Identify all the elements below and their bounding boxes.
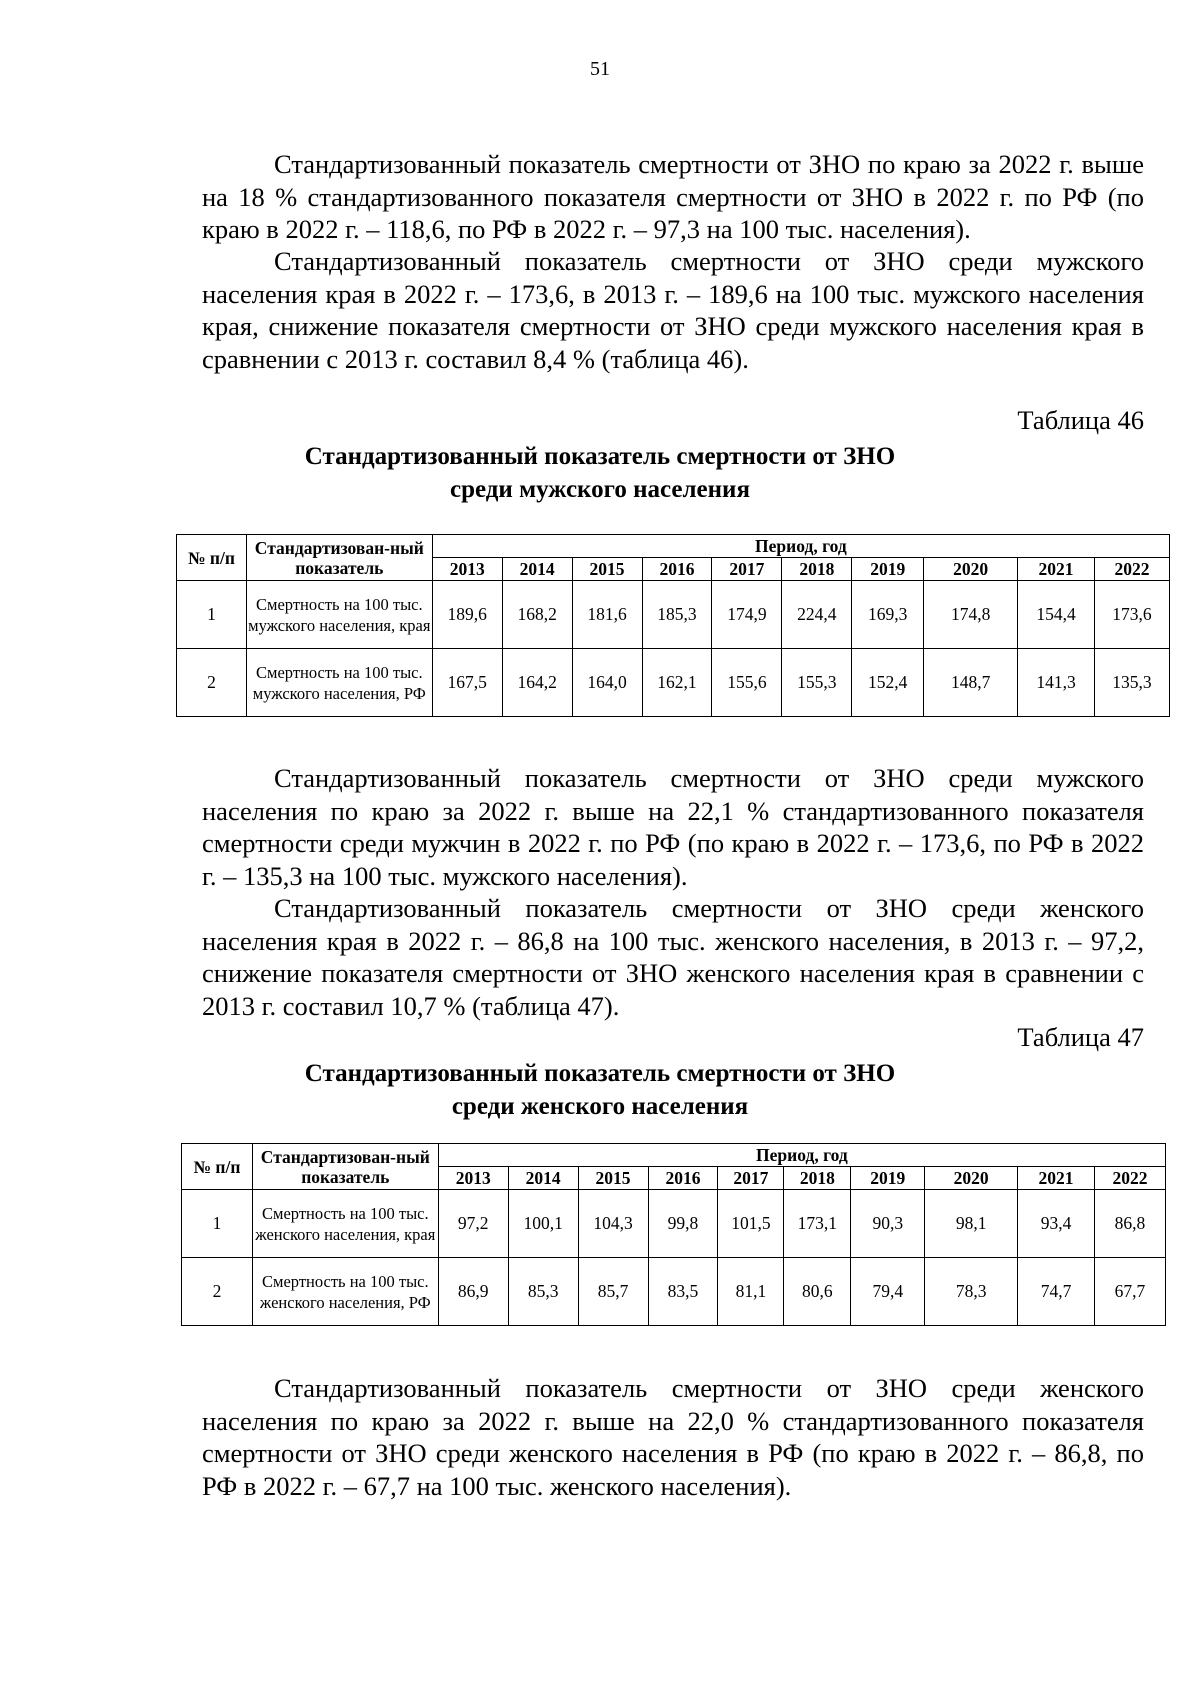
cell-value: 81,1 (718, 1258, 784, 1326)
cell-value: 85,3 (508, 1258, 578, 1326)
cell-value: 100,1 (508, 1190, 578, 1258)
header-year: 2022 (1094, 558, 1169, 581)
row-label: Смертность на 100 тыс. женского населения, РФ (252, 1258, 438, 1326)
cell-value: 97,2 (438, 1190, 508, 1258)
table-row (177, 649, 1170, 717)
header-year: 2014 (508, 1167, 578, 1190)
header-year: 2019 (852, 558, 924, 581)
row-label: Смертность на 100 тыс. мужского населения, РФ (246, 649, 432, 717)
header-indicator: Стандартизован-ный показатель (246, 535, 432, 581)
cell-value: 104,3 (578, 1190, 648, 1258)
page-number: 51 (590, 58, 610, 80)
header-year: 2013 (432, 558, 502, 581)
row-label: Смертность на 100 тыс. мужского населения, края (246, 581, 432, 649)
cell-value: 86,8 (1094, 1190, 1165, 1258)
cell-value: 169,3 (852, 581, 924, 649)
cell-value: 173,1 (784, 1190, 851, 1258)
cell-value: 155,6 (712, 649, 782, 717)
table-46-caption: Таблица 46 (1017, 405, 1144, 435)
table-46-title-line-2: среди мужского населения (450, 476, 750, 503)
header-year: 2015 (578, 1167, 648, 1190)
paragraph-2: Стандартизованный показатель смертности от ЗНО среди мужского населения края в 2022 г. – 173,6, в 2013 г. – 189,6 на 100 тыс. мужского населения края, снижение показателя смертности от ЗНО среди мужского населения края в сравнении с 2013 г. составил 8,4 % (таблица 46). (202, 246, 1144, 374)
cell-value: 155,3 (782, 649, 852, 717)
cell-value: 224,4 (782, 581, 852, 649)
header-year: 2016 (648, 1167, 718, 1190)
cell-value: 167,5 (432, 649, 502, 717)
cell-value: 164,2 (502, 649, 572, 717)
header-year: 2021 (1018, 558, 1095, 581)
cell-value: 162,1 (642, 649, 712, 717)
cell-value: 152,4 (852, 649, 924, 717)
row-num: 2 (182, 1258, 253, 1326)
cell-value: 98,1 (925, 1190, 1018, 1258)
table-47-title-line-1: Стандартизованный показатель смертности от ЗНО (304, 1060, 896, 1087)
table-46 (176, 534, 1170, 717)
cell-value: 67,7 (1094, 1258, 1165, 1326)
cell-value: 80,6 (784, 1258, 851, 1326)
table-47-caption: Таблица 47 (1017, 1022, 1144, 1052)
header-num: № п/п (177, 535, 247, 581)
cell-value: 74,7 (1018, 1258, 1095, 1326)
cell-value: 135,3 (1094, 649, 1169, 717)
cell-value: 99,8 (648, 1190, 718, 1258)
cell-value: 185,3 (642, 581, 712, 649)
header-year: 2016 (642, 558, 712, 581)
table-47 (181, 1143, 1166, 1326)
cell-value: 141,3 (1018, 649, 1095, 717)
header-year: 2018 (782, 558, 852, 581)
header-year: 2020 (924, 558, 1018, 581)
table-47-title-line-2: среди женского населения (451, 1093, 749, 1120)
header-year: 2021 (1018, 1167, 1095, 1190)
cell-value: 181,6 (572, 581, 642, 649)
header-year: 2013 (438, 1167, 508, 1190)
header-year: 2014 (502, 558, 572, 581)
table-row (182, 1190, 1166, 1258)
cell-value: 79,4 (851, 1258, 925, 1326)
table-row (182, 1258, 1166, 1326)
cell-value: 83,5 (648, 1258, 718, 1326)
cell-value: 86,9 (438, 1258, 508, 1326)
cell-value: 168,2 (502, 581, 572, 649)
header-indicator: Стандартизован-ный показатель (252, 1144, 438, 1190)
cell-value: 173,6 (1094, 581, 1169, 649)
header-period: Период, год (438, 1144, 1165, 1167)
cell-value: 148,7 (924, 649, 1018, 717)
table-46-title-line-1: Стандартизованный показатель смертности от ЗНО (304, 443, 896, 470)
cell-value: 90,3 (851, 1190, 925, 1258)
header-num: № п/п (182, 1144, 253, 1190)
paragraph-3: Стандартизованный показатель смертности от ЗНО среди мужского населения по краю за 2022 г. выше на 22,1 % стандартизованного показателя смертности среди мужчин в 2022 г. по РФ (по краю в 2022 г. – 173,6, по РФ в 2022 г. – 135,3 на 100 тыс. мужского населения). (202, 763, 1144, 891)
row-label: Смертность на 100 тыс. женского населения, края (252, 1190, 438, 1258)
row-num: 1 (182, 1190, 253, 1258)
header-year: 2015 (572, 558, 642, 581)
header-year: 2022 (1094, 1167, 1165, 1190)
paragraph-4: Стандартизованный показатель смертности от ЗНО среди женского населения края в 2022 г. – 86,8 на 100 тыс. женского населения, в 2013 г. – 97,2, снижение показателя смертности от ЗНО женского населения края в сравнении с 2013 г. составил 10,7 % (таблица 47). (202, 893, 1144, 1021)
paragraph-1: Стандартизованный показатель смертности от ЗНО по краю за 2022 г. выше на 18 % стандартизованного показателя смертности от ЗНО в 2022 г. по РФ (по краю в 2022 г. – 118,6, по РФ в 2022 г. – 97,3 на 100 тыс. населения). (202, 149, 1144, 244)
cell-value: 85,7 (578, 1258, 648, 1326)
cell-value: 78,3 (925, 1258, 1018, 1326)
row-num: 1 (177, 581, 247, 649)
row-num: 2 (177, 649, 247, 717)
table-row (177, 581, 1170, 649)
paragraph-5: Стандартизованный показатель смертности от ЗНО среди женского населения по краю за 2022 г. выше на 22,0 % стандартизованного показателя смертности от ЗНО среди женского населения в РФ (по краю в 2022 г. – 86,8, по РФ в 2022 г. – 67,7 на 100 тыс. женского населения). (202, 1373, 1144, 1501)
header-year: 2017 (712, 558, 782, 581)
cell-value: 93,4 (1018, 1190, 1095, 1258)
cell-value: 164,0 (572, 649, 642, 717)
cell-value: 174,9 (712, 581, 782, 649)
cell-value: 154,4 (1018, 581, 1095, 649)
header-period: Период, год (432, 535, 1169, 558)
cell-value: 189,6 (432, 581, 502, 649)
cell-value: 174,8 (924, 581, 1018, 649)
header-year: 2018 (784, 1167, 851, 1190)
header-year: 2017 (718, 1167, 784, 1190)
header-year: 2020 (925, 1167, 1018, 1190)
cell-value: 101,5 (718, 1190, 784, 1258)
header-year: 2019 (851, 1167, 925, 1190)
